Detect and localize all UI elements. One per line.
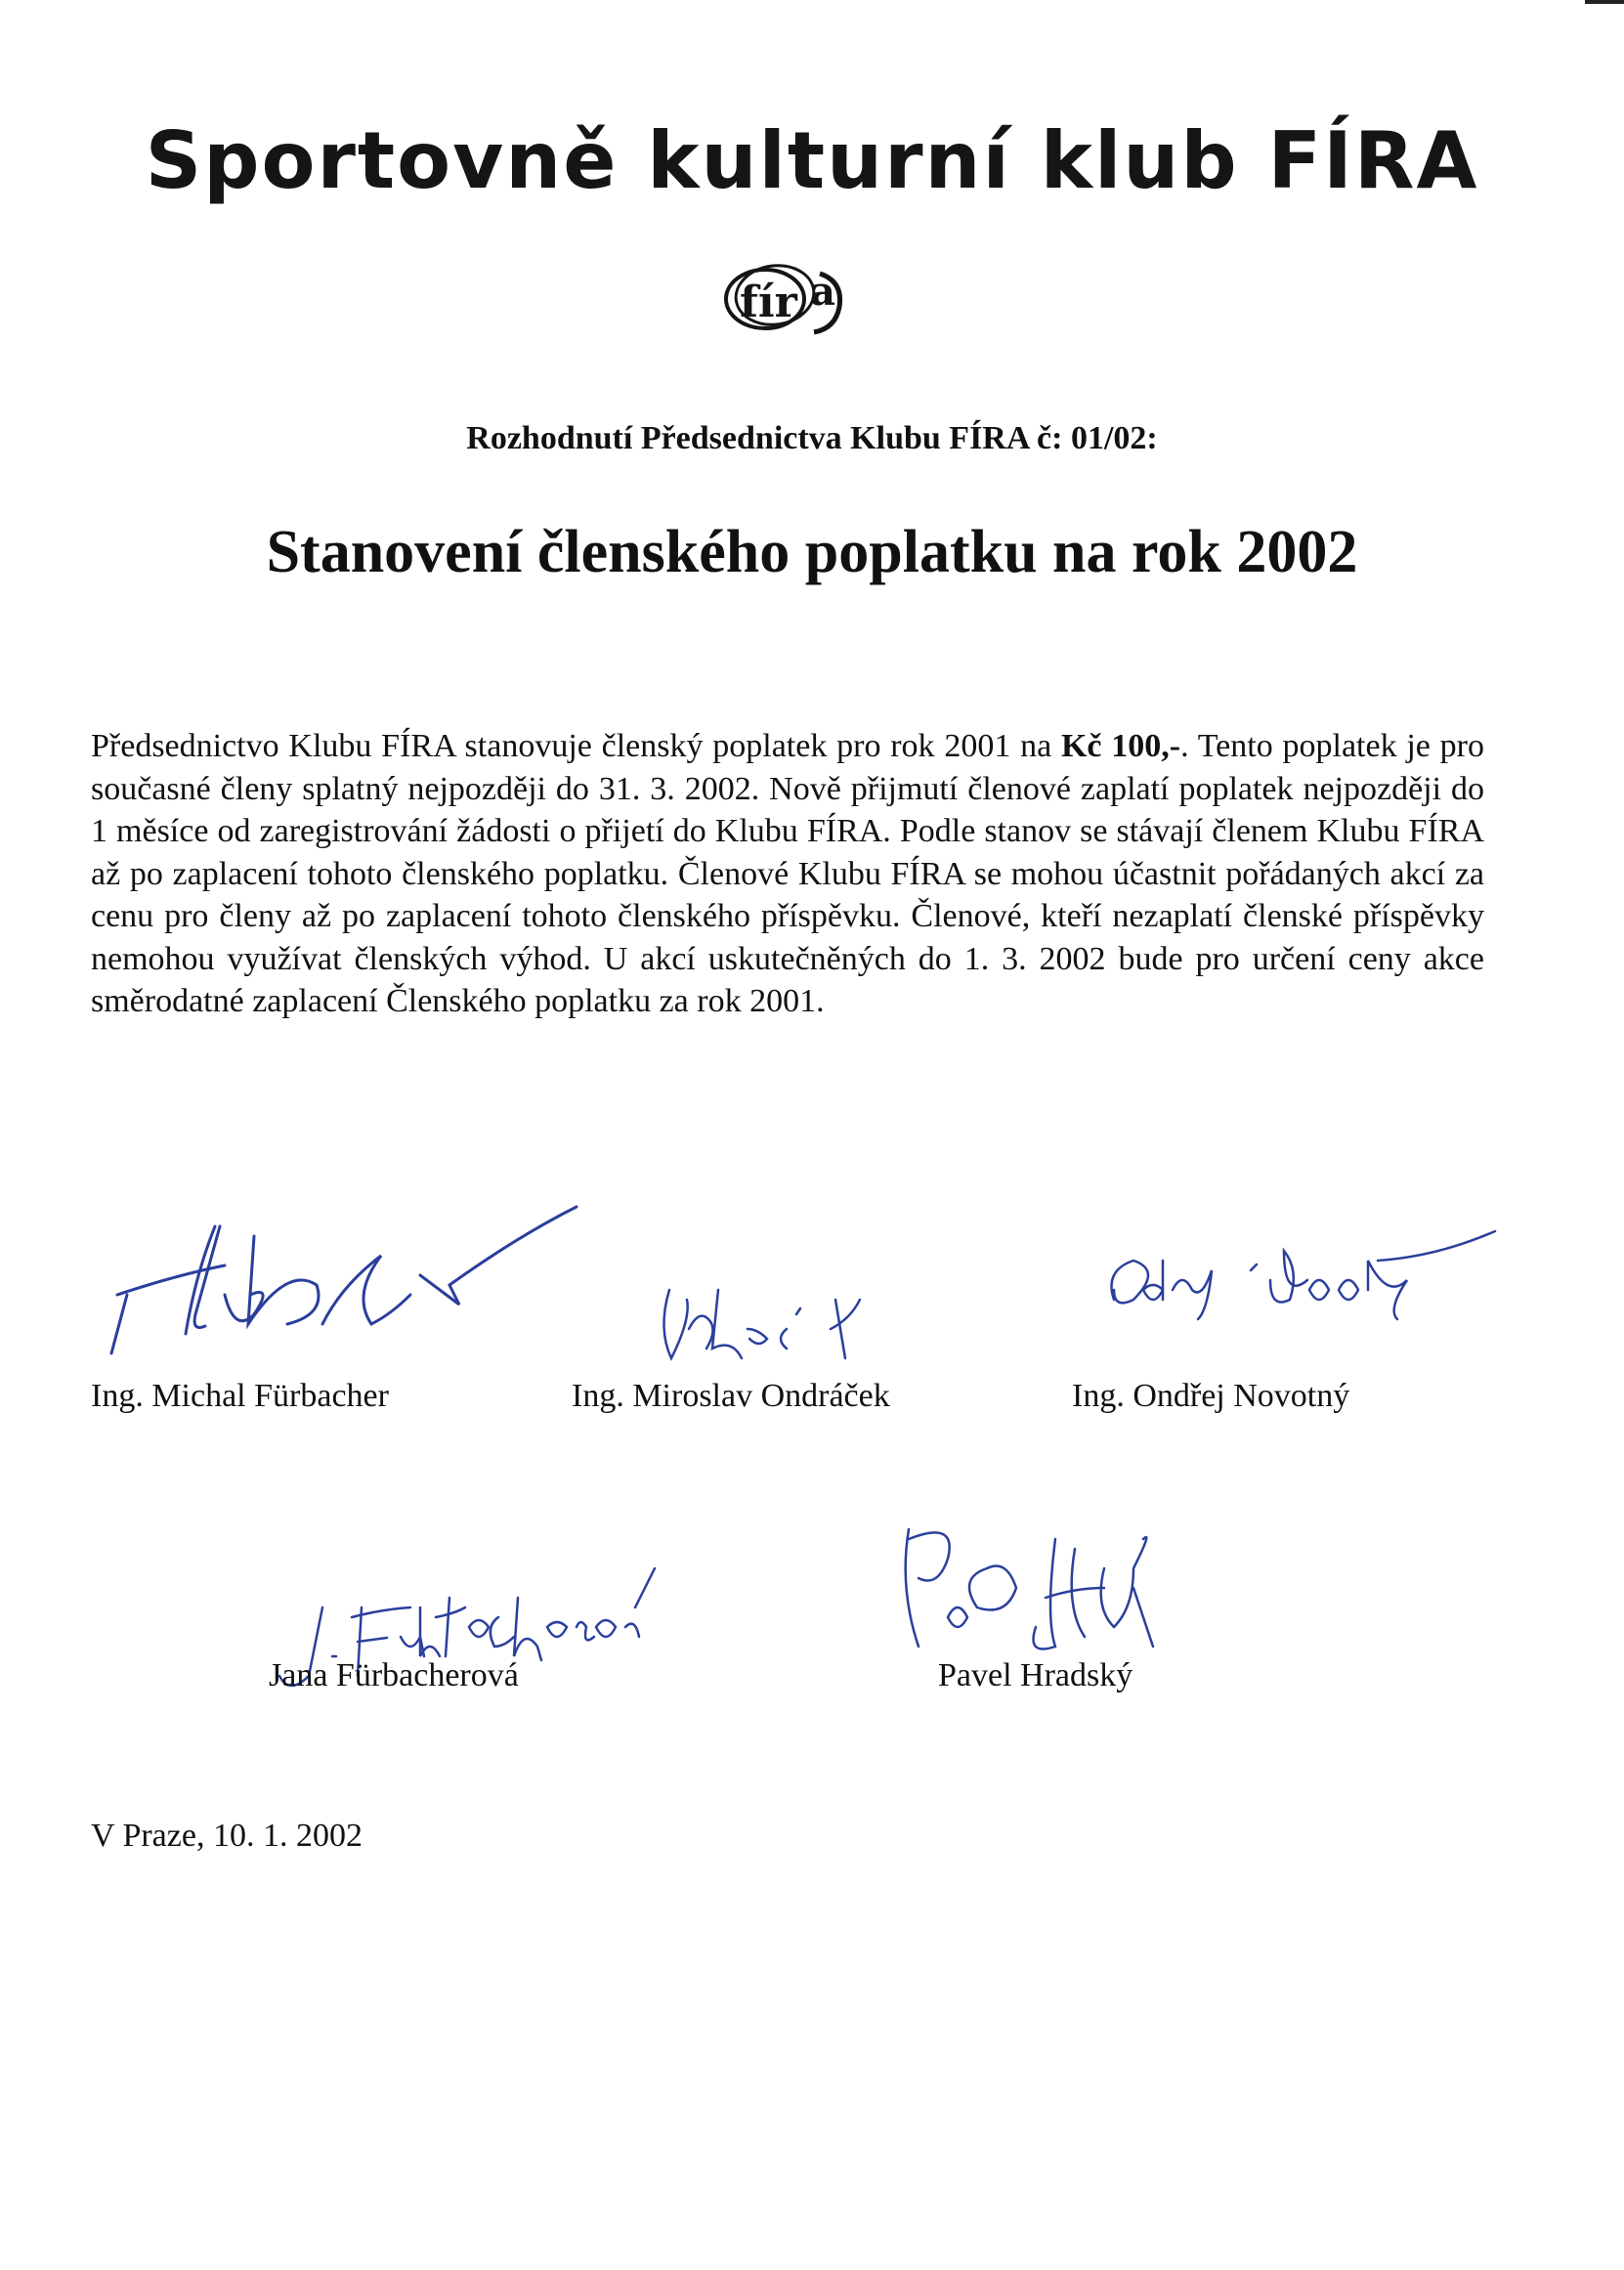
decision-number: Rozhodnutí Předsednictva Klubu FÍRA č: 01/02: <box>466 420 1158 456</box>
signature-ondrej-novotny <box>1094 1221 1505 1349</box>
signer-name: Ing. Ondřej Novotný <box>1072 1378 1350 1414</box>
svg-text:fír: fír <box>740 278 797 327</box>
signature-michal-furbacher <box>98 1197 606 1363</box>
svg-text:a: a <box>810 269 835 315</box>
fira-logo <box>695 244 861 352</box>
place-and-date: V Praze, 10. 1. 2002 <box>91 1818 363 1854</box>
signature-miroslav-ondracek <box>650 1270 904 1368</box>
body-text-part: Předsednictvo Klubu FÍRA stanovuje členský poplatek pro rok 2001 na <box>91 728 1061 764</box>
document-title: Stanovení členského poplatku na rok 2002 <box>266 519 1358 585</box>
fee-amount: Kč 100,- <box>1060 728 1181 764</box>
signer-name: Ing. Michal Fürbacher <box>91 1378 389 1414</box>
decision-body-paragraph <box>91 725 1484 1023</box>
signer-name: Pavel Hradský <box>938 1657 1133 1693</box>
signer-name: Ing. Miroslav Ondráček <box>572 1378 890 1414</box>
club-name-heading: Sportovně kulturní klub FÍRA <box>145 115 1479 206</box>
scan-edge-mark <box>1585 0 1624 4</box>
body-text-part: . Tento poplatek je pro současné členy splatný nejpozději do 31. 3. 2002. Nově přijmutí členové zaplatí poplatek nejpozději do 1 měsíce od zaregistrování žádosti o přijetí do Klubu FÍRA. Podle stanov se stávají členem Klubu FÍRA až po zaplacení tohoto členského poplatku. Členové Klubu FÍRA se mohou účastnit pořádaných akcí za cenu pro členy až po zaplacení tohoto členského příspěvku. Členové, kteří nezaplatí členské příspěvky nemohou využívat členských výhod. U akcí uskutečněných do 1. 3. 2002 bude pro určení ceny akce směrodatné zaplacení Členského poplatku za rok 2001. <box>91 728 1484 1019</box>
signer-name: Jana Fürbacherová <box>269 1657 519 1693</box>
